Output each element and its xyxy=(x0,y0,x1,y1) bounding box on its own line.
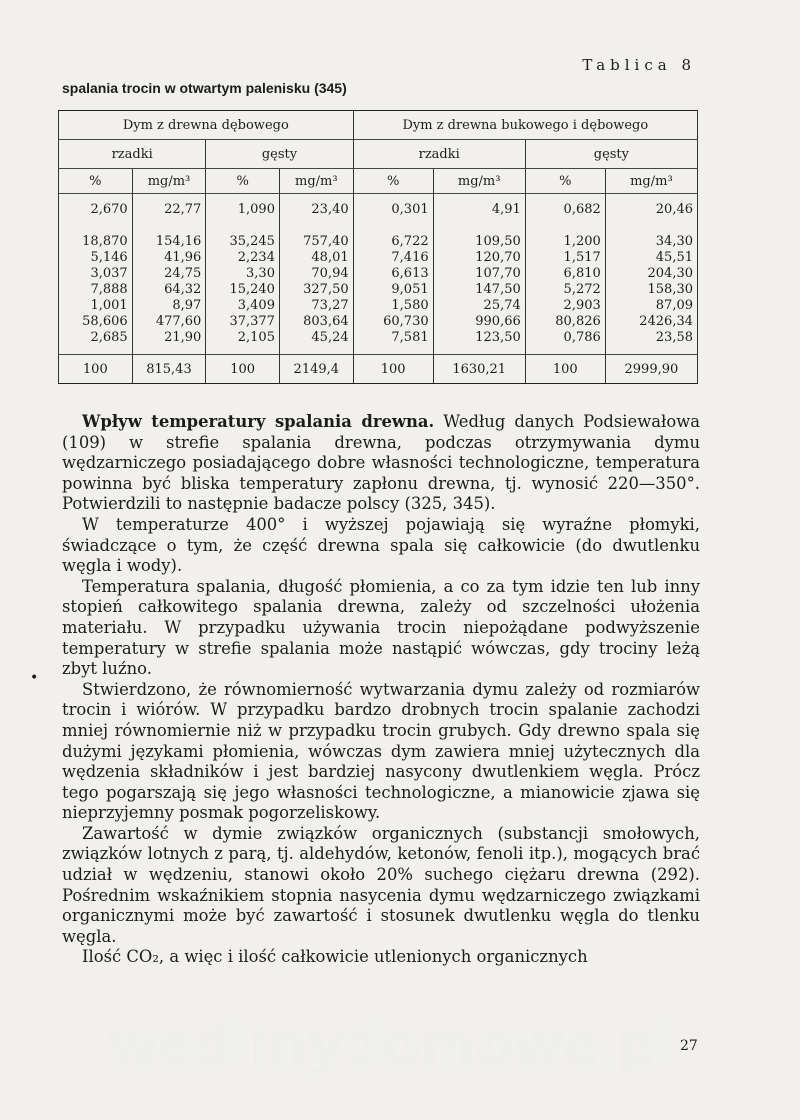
table-cell: 990,66 xyxy=(433,314,525,330)
table-cell: 15,240 xyxy=(206,282,280,298)
table-cell: 5,272 xyxy=(525,282,605,298)
spacer-cell xyxy=(353,218,433,234)
table-cell: 24,75 xyxy=(132,266,206,282)
unit-header: mg/m³ xyxy=(132,169,206,194)
table-cell: 6,613 xyxy=(353,266,433,282)
table-cell: 23,58 xyxy=(605,330,697,355)
table-row xyxy=(59,266,698,282)
table-cell: 70,94 xyxy=(279,266,353,282)
total-cell: 100 xyxy=(525,355,605,384)
table-cell: 123,50 xyxy=(433,330,525,355)
total-cell: 815,43 xyxy=(132,355,206,384)
total-cell: 2149,4 xyxy=(279,355,353,384)
table-cell: 147,50 xyxy=(433,282,525,298)
table-cell: 7,581 xyxy=(353,330,433,355)
table-cell: 2426,34 xyxy=(605,314,697,330)
data-table xyxy=(58,110,698,384)
table-cell: 23,40 xyxy=(279,194,353,219)
table-cell: 2,685 xyxy=(59,330,133,355)
table-body xyxy=(59,194,698,355)
unit-header: % xyxy=(59,169,133,194)
table-cell: 3,037 xyxy=(59,266,133,282)
table-cell: 5,146 xyxy=(59,250,133,266)
table-cell: 6,722 xyxy=(353,234,433,250)
table-cell: 22,77 xyxy=(132,194,206,219)
table-cell: 204,30 xyxy=(605,266,697,282)
table-cell: 18,870 xyxy=(59,234,133,250)
table-cell: 8,97 xyxy=(132,298,206,314)
body-text xyxy=(62,412,700,968)
page-number: 27 xyxy=(680,1038,698,1054)
subgroup-header: rzadki xyxy=(59,140,206,169)
paragraph: Stwierdzono, że równomierność wytwarzania dymu zależy od rozmiarów trocin i wiórów. W przypadku bardzo drobnych trocin spalanie zachodzi mniej równomiernie niż w przypadku trocin grubych. Gdy drewno spala się dużymi językami płomienia, wówczas dym zawiera mniej użytecznych dla wędzenia składników i jest bardziej nasycony dwutlenkiem węgla. Prócz tego pogarszają się jego własności technologiczne, a mianowicie zjawa się nieprzyjemny posmak pogorzeliskowy. xyxy=(62,679,700,823)
table-cell: 34,30 xyxy=(605,234,697,250)
table-row xyxy=(59,250,698,266)
table-row xyxy=(59,298,698,314)
subgroup-header: gęsty xyxy=(206,140,353,169)
table-cell: 109,50 xyxy=(433,234,525,250)
subgroup-header: rzadki xyxy=(353,140,525,169)
unit-header: % xyxy=(525,169,605,194)
table-cell: 477,60 xyxy=(132,314,206,330)
table-cell: 9,051 xyxy=(353,282,433,298)
table-cell: 1,517 xyxy=(525,250,605,266)
table-cell: 2,670 xyxy=(59,194,133,219)
table-cell: 45,51 xyxy=(605,250,697,266)
table-cell: 60,730 xyxy=(353,314,433,330)
table-cell: 21,90 xyxy=(132,330,206,355)
table-cell: 3,30 xyxy=(206,266,280,282)
table-cell: 757,40 xyxy=(279,234,353,250)
table-cell: 1,580 xyxy=(353,298,433,314)
table-cell: 2,234 xyxy=(206,250,280,266)
table-cell: 0,301 xyxy=(353,194,433,219)
group-header: Dym z drewna bukowego i dębowego xyxy=(353,111,697,140)
table-cell: 1,001 xyxy=(59,298,133,314)
spacer-cell xyxy=(605,218,697,234)
subgroup-header: gęsty xyxy=(525,140,697,169)
table-row xyxy=(59,314,698,330)
paragraph: Zawartość w dymie związków organicznych (substancji smołowych, związków lotnych z parą, tj. aldehydów, ketonów, fenoli itp.), mogących brać udział w wędzeniu, stanowi około 20% suchego ciężaru drewna (292). Pośrednim wskaźnikiem stopnia nasycenia dymu wędzarniczego związkami organicznymi może być zawartość i stosunek dwutlenku węgla do tlenku węgla. xyxy=(62,823,700,946)
total-cell: 100 xyxy=(206,355,280,384)
table-cell: 4,91 xyxy=(433,194,525,219)
table-cell: 7,888 xyxy=(59,282,133,298)
table-cell: 73,27 xyxy=(279,298,353,314)
paragraph: Temperatura spalania, długość płomienia, a co za tym idzie ten lub inny stopień całkowitego spalania drewna, zależy od szczelności ułożenia materiału. W przypadku używania trocin niepożądane podwyższenie temperatury w strefie spalania może nastąpić wówczas, gdy trociny leżą zbyt luźno. xyxy=(62,576,700,679)
watermark: wedlinydomowe.pl xyxy=(110,1011,676,1078)
table-cell: 37,377 xyxy=(206,314,280,330)
total-cell: 1630,21 xyxy=(433,355,525,384)
table-row xyxy=(59,330,698,355)
table-cell: 80,826 xyxy=(525,314,605,330)
unit-header: % xyxy=(353,169,433,194)
total-cell: 100 xyxy=(353,355,433,384)
table-cell: 41,96 xyxy=(132,250,206,266)
total-cell: 2999,90 xyxy=(605,355,697,384)
table-row xyxy=(59,194,698,219)
table-cell: 158,30 xyxy=(605,282,697,298)
table-cell: 64,32 xyxy=(132,282,206,298)
table-cell: 1,090 xyxy=(206,194,280,219)
group-header: Dym z drewna dębowego xyxy=(59,111,354,140)
totals-row xyxy=(59,355,698,384)
spacer-cell xyxy=(132,218,206,234)
spacer-cell xyxy=(59,218,133,234)
table-cell: 45,24 xyxy=(279,330,353,355)
table-cell: 2,105 xyxy=(206,330,280,355)
table-label: Tablica 8 xyxy=(582,56,696,74)
paragraph: Ilość CO₂, a więc i ilość całkowicie utlenionych organicznych xyxy=(82,947,588,967)
unit-header: mg/m³ xyxy=(605,169,697,194)
table-cell: 20,46 xyxy=(605,194,697,219)
table-cell: 154,16 xyxy=(132,234,206,250)
table-cell: 107,70 xyxy=(433,266,525,282)
unit-header: % xyxy=(206,169,280,194)
table-cell: 120,70 xyxy=(433,250,525,266)
paragraph: W temperaturze 400° i wyższej pojawiają się wyraźne płomyki, świadczące o tym, że część drewna spala się całkowicie (do dwutlenku węgla i wody). xyxy=(62,514,700,576)
table-cell: 7,416 xyxy=(353,250,433,266)
section-heading: Wpływ temperatury spalania drewna. xyxy=(82,412,435,431)
margin-mark: • xyxy=(30,670,39,686)
table-row xyxy=(59,282,698,298)
table-cell: 6,810 xyxy=(525,266,605,282)
total-cell: 100 xyxy=(59,355,133,384)
table-cell: 0,786 xyxy=(525,330,605,355)
table-cell: 327,50 xyxy=(279,282,353,298)
table-cell: 3,409 xyxy=(206,298,280,314)
table-row xyxy=(59,234,698,250)
table-cell: 35,245 xyxy=(206,234,280,250)
paragraph xyxy=(62,412,700,515)
table-caption: spalania trocin w otwartym palenisku (345) xyxy=(62,80,347,96)
spacer-cell xyxy=(279,218,353,234)
table-cell: 87,09 xyxy=(605,298,697,314)
spacer-row xyxy=(59,218,698,234)
paragraph-text: Według danych Podsiewałowa (109) w strefie spalania drewna, podczas otrzymywania dymu wędzarniczego posiadającego dobre własności technologiczne, temperatura powinna być bliska temperatury zapłonu drewna, tj. wynosić 220—350°. Potwierdzili to następnie badacze polscy (325, 345). xyxy=(62,412,701,514)
spacer-cell xyxy=(433,218,525,234)
table-cell: 803,64 xyxy=(279,314,353,330)
unit-header: mg/m³ xyxy=(433,169,525,194)
table-cell: 0,682 xyxy=(525,194,605,219)
spacer-cell xyxy=(525,218,605,234)
table-cell: 1,200 xyxy=(525,234,605,250)
table-cell: 48,01 xyxy=(279,250,353,266)
spacer-cell xyxy=(206,218,280,234)
table-cell: 58,606 xyxy=(59,314,133,330)
table-cell: 25,74 xyxy=(433,298,525,314)
table-cell: 2,903 xyxy=(525,298,605,314)
unit-header: mg/m³ xyxy=(279,169,353,194)
